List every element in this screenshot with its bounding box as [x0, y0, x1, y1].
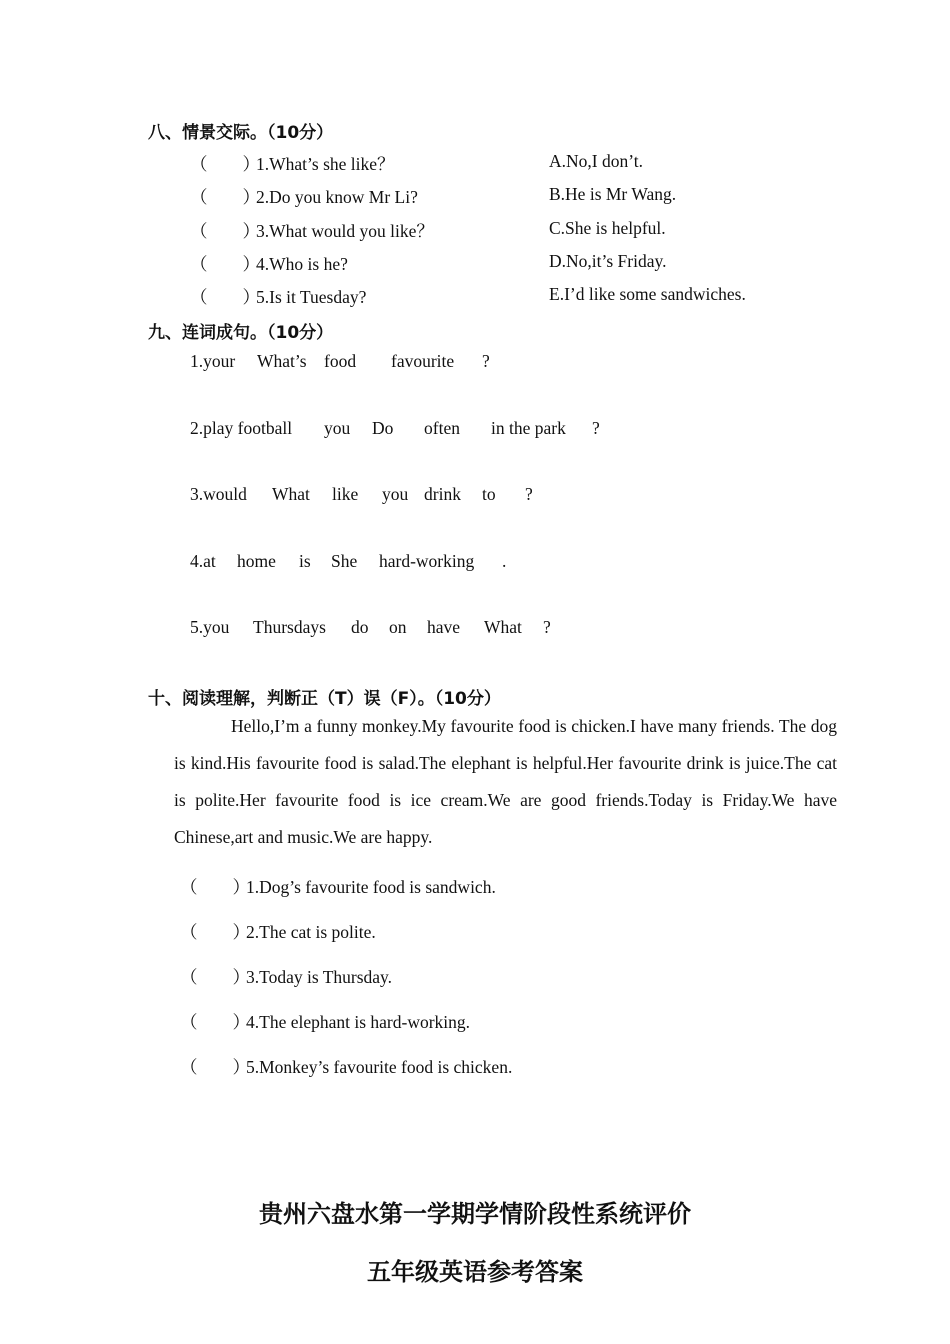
scrambled-word: to [482, 484, 496, 504]
question-text: 1.What’s she like？ [256, 154, 395, 174]
matching-option: A.No,I don’t. [549, 151, 643, 171]
answer-parentheses: （ ） [180, 1012, 250, 1032]
statement-text: 1.Dog’s favourite food is sandwich. [246, 877, 496, 897]
scrambled-word: What [484, 617, 522, 637]
scrambled-word: food [324, 351, 357, 371]
scrambled-word: drink [424, 484, 461, 504]
scrambled-word: 3.would [190, 484, 247, 504]
matching-question-row [190, 251, 348, 276]
matching-option: D.No,it’s Friday. [549, 251, 667, 271]
matching-question-row [190, 218, 434, 243]
section-8-heading: 八、情景交际。（10分） [148, 123, 334, 143]
true-false-row [180, 1009, 470, 1034]
scrambled-word: ? [482, 351, 490, 371]
scrambled-word: What [272, 484, 310, 504]
scrambled-word: . [502, 551, 507, 571]
scrambled-word: ? [543, 617, 551, 637]
scrambled-word: have [427, 617, 461, 637]
scrambled-word: like [332, 484, 359, 504]
scrambled-word: 5.you [190, 617, 230, 637]
matching-option: C.She is helpful. [549, 218, 666, 238]
true-false-row [180, 919, 376, 944]
scrambled-word: hard-working [379, 551, 475, 571]
statement-text: 2.The cat is polite. [246, 922, 376, 942]
section-9-heading: 九、连词成句。（10分） [148, 323, 334, 343]
scrambled-word: 4.at [190, 551, 216, 571]
scrambled-word: often [424, 418, 460, 438]
matching-question-row [190, 284, 366, 309]
question-text: 3.What would you like？ [256, 221, 434, 241]
matching-question-row [190, 184, 418, 209]
scrambled-word: do [351, 617, 369, 637]
answer-key-subtitle: 五年级英语参考答案 [367, 1257, 583, 1286]
scrambled-word: you [382, 484, 409, 504]
true-false-row [180, 964, 392, 989]
answer-parentheses: （ ） [180, 967, 250, 987]
scrambled-word: on [389, 617, 407, 637]
answer-parentheses: （ ） [190, 221, 260, 241]
section-10-heading: 十、阅读理解，判断正（T）误（F）。（10分） [148, 689, 501, 709]
scrambled-word: you [324, 418, 351, 438]
answer-parentheses: （ ） [190, 287, 260, 307]
reading-passage: Hello,I’m a funny monkey.My favourite food is chicken.I have many friends. The dog is kind.His favourite food is salad.The elephant is helpful.Her favourite drink is juice.The cat is polite.Her favourite food is ice cream.We are good friends.Today is Friday.We have Chinese,art and music.We are happy. [174, 716, 837, 847]
scrambled-word: 1.your [190, 351, 236, 371]
scrambled-word: What’s [257, 351, 307, 371]
answer-parentheses: （ ） [180, 877, 250, 897]
scrambled-word: favourite [391, 351, 455, 371]
scrambled-word: ? [592, 418, 600, 438]
answer-parentheses: （ ） [180, 922, 250, 942]
matching-question-row [190, 151, 395, 176]
true-false-row [180, 1054, 512, 1079]
scrambled-word: is [299, 551, 311, 571]
scrambled-word: She [331, 551, 358, 571]
answer-parentheses: （ ） [180, 1057, 250, 1077]
scrambled-word: Do [372, 418, 394, 438]
scrambled-word: ? [525, 484, 533, 504]
statement-text: 4.The elephant is hard-working. [246, 1012, 471, 1032]
statement-text: 3.Today is Thursday. [246, 967, 393, 987]
matching-option: B.He is Mr Wang. [549, 184, 677, 204]
question-text: 2.Do you know Mr Li? [256, 187, 418, 207]
statement-text: 5.Monkey’s favourite food is chicken. [246, 1057, 513, 1077]
true-false-row [180, 874, 496, 899]
scrambled-word: 2.play football [190, 418, 293, 438]
scrambled-word: Thursdays [253, 617, 326, 637]
answer-key-title: 贵州六盘水第一学期学情阶段性系统评价 [259, 1199, 691, 1228]
answer-parentheses: （ ） [190, 254, 260, 274]
scrambled-word: in the park [491, 418, 566, 438]
answer-parentheses: （ ） [190, 187, 260, 207]
question-text: 4.Who is he? [256, 254, 348, 274]
question-text: 5.Is it Tuesday? [256, 287, 367, 307]
scrambled-word: home [237, 551, 276, 571]
answer-parentheses: （ ） [190, 154, 260, 174]
matching-option: E.I’d like some sandwiches. [549, 284, 746, 304]
